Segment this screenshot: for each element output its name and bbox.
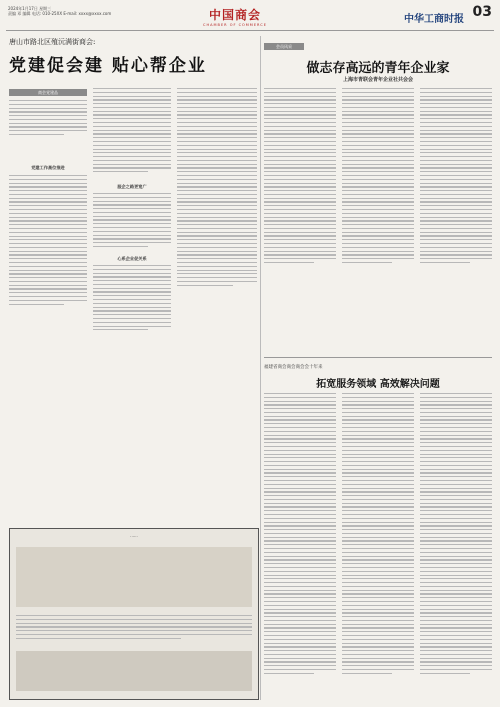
paper-name: 中国商会: [208, 8, 261, 22]
right-story-tag: 会员风采: [264, 43, 304, 50]
right-divider: [264, 357, 492, 358]
ad-text-lines: [16, 615, 252, 641]
lead-subhead-3: 心系企业促关系: [117, 256, 147, 261]
paper-name-en: CHAMBER OF COMMERCE: [203, 23, 267, 27]
ad-image-area: [16, 547, 252, 607]
lead-column-3: [177, 88, 257, 288]
lead-subhead-1: 党建工作高位推进: [31, 165, 65, 170]
advertisement: [9, 528, 259, 700]
lead-column-2b: [93, 193, 171, 250]
bottom-column-3: [420, 393, 492, 677]
bottom-column-1: [264, 393, 336, 677]
lead-subhead-2: 服企之路更宽广: [117, 184, 147, 189]
lead-sidebar-label: 商会党建品: [9, 89, 87, 96]
right-story-byline: 上海市青联会青年企业社共会会: [342, 77, 413, 83]
bottom-kicker: 福建省商会商会商会会十年来: [264, 365, 323, 370]
lead-column-1b: [9, 175, 87, 307]
masthead-rule: [6, 30, 494, 31]
masthead-title: [195, 6, 275, 27]
right-column-1: [264, 88, 336, 266]
column-divider: [260, 36, 261, 700]
lead-column-2: [93, 88, 171, 175]
right-column-2: [342, 88, 414, 266]
section-name: 中华工商时报: [404, 14, 464, 25]
lead-headline: 党建促会建 贴心帮企业: [9, 56, 207, 76]
ad-bottom-panel: [16, 651, 252, 691]
ad-title: ......: [130, 533, 138, 538]
bottom-headline: 拓宽服务领域 高效解决问题: [316, 379, 440, 390]
lead-kicker: 唐山市路北区殖沅满街商会:: [9, 38, 96, 46]
right-story-headline: 做志存高远的青年企业家: [306, 61, 450, 76]
lead-column-1: [9, 100, 87, 138]
masthead-date: 2024年1月17日 星期三 责编 邓 编辑 电话: 010-25XX E-mail: xxxx@xxxx.com: [8, 6, 112, 16]
page-number: 03: [472, 4, 492, 20]
right-column-3: [420, 88, 492, 266]
bottom-column-2: [342, 393, 414, 677]
lead-column-2c: [93, 265, 171, 333]
